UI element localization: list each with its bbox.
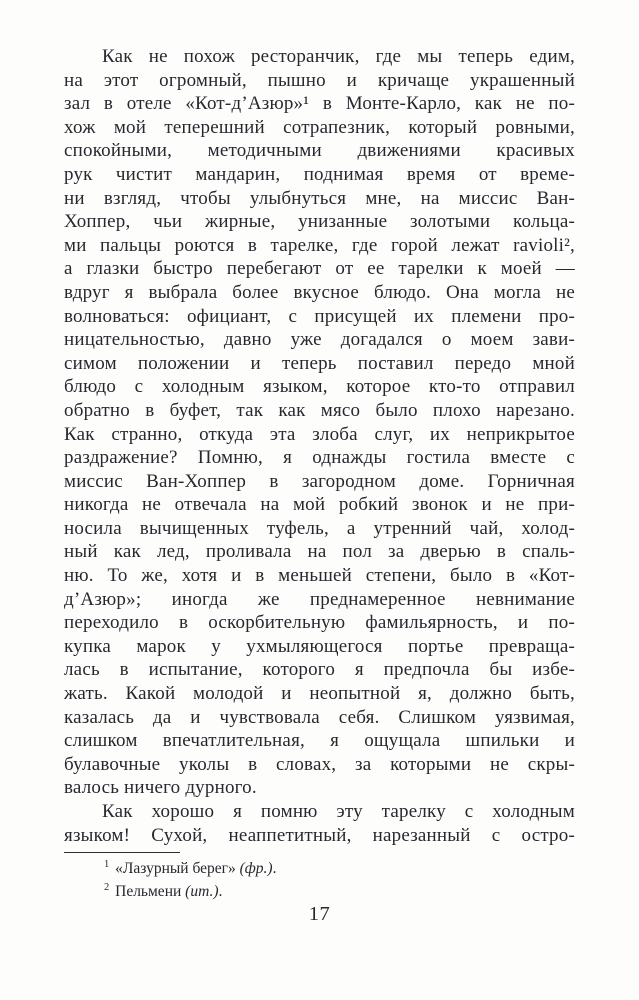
text-line: блюдо с холодным языком, которое кто-то отправил: [64, 376, 575, 398]
text-line: ницательностью, давно уже догадался о моем зави-: [64, 329, 575, 351]
footnote-terminator: .: [272, 860, 277, 878]
text-line: никогда не отвечала на мой робкий звонок и не при-: [64, 494, 575, 516]
text-line: раздражение? Помню, я однажды гостила вместе с: [64, 447, 575, 469]
page-body: [64, 45, 575, 903]
text-line: Как не похож ресторанчик, где мы теперь едим,: [102, 46, 575, 67]
text-line: вдруг я выбрала более вкусное блюдо. Она могла не: [64, 281, 575, 303]
paragraph: [64, 45, 575, 800]
text-line: ми пальцы роются в тарелке, где горой лежат ravioli²,: [64, 234, 575, 256]
text-line: д’Азюр»; иногда же преднамеренное невнимание: [64, 588, 575, 610]
body-text: [64, 45, 575, 847]
text-line: ню. То же, хотя и в меньшей степени, было в «Кот-: [64, 565, 575, 587]
text-line: казалась да и чувствовала себя. Слишком уязвимая,: [64, 706, 575, 728]
page-number: 17: [308, 903, 331, 925]
footnote-marker: 2: [104, 882, 110, 894]
text-line: на этот огромный, пышно и кричаще украшенный: [64, 69, 575, 91]
text-line: носила вычищенных туфель, а утренний чай, холод-: [64, 517, 575, 539]
text-line: а глазки быстро перебегают от ее тарелки к моей —: [64, 258, 575, 280]
text-line: купка марок у ухмыляющегося портье превраща-: [64, 635, 575, 657]
footnote-origin-note: (ит.): [185, 883, 219, 901]
footnote-separator: [64, 852, 180, 853]
text-line: слишком впечатлительная, я ощущала шпильки и: [64, 730, 575, 752]
footnote: [64, 880, 575, 903]
text-line: Хоппер, чьи жирные, унизанные золотыми кольца-: [64, 211, 575, 233]
text-line: лась в испытание, которого я предпочла бы избе-: [64, 659, 575, 681]
text-line: жать. Какой молодой и неопытной я, должно быть,: [64, 683, 575, 705]
text-line: Как хорошо я помню эту тарелку с холодным: [102, 801, 575, 822]
text-line: хож мой теперешний сотрапезник, который ровными,: [64, 116, 575, 138]
footnote-text: Пельмени: [111, 883, 186, 901]
text-line: языком! Сухой, неаппетитный, нарезанный с остро-: [64, 824, 575, 846]
text-line: симом положении и теперь поставил передо мной: [64, 352, 575, 374]
text-line: переходило в оскорбительную фамильярность, и по-: [64, 612, 575, 634]
text-line: булавочные уколы в словах, за которыми не скры-: [64, 753, 575, 775]
footnote-marker: 1: [104, 859, 110, 871]
text-line: волноваться: официант, с присущей их племени про-: [64, 305, 575, 327]
text-line: ный как лед, проливала на пол за дверью в спаль-: [64, 541, 575, 563]
text-line: рук чистит мандарин, поднимая время от време-: [64, 163, 575, 185]
footnote-list: [64, 857, 575, 903]
footnote-terminator: .: [218, 883, 223, 901]
footnote: [64, 857, 575, 880]
footnote-text: «Лазурный берег»: [111, 860, 240, 878]
text-line: обратно в буфет, так как мясо было плохо нарезано.: [64, 399, 575, 421]
text-line: Как странно, откуда эта злоба слуг, их неприкрытое: [64, 423, 575, 445]
text-line: миссис Ван-Хоппер в загородном доме. Горничная: [64, 470, 575, 492]
text-line: спокойными, методичными движениями красивых: [64, 140, 575, 162]
text-line: ни взгляд, чтобы улыбнуться мне, на миссис Ван-: [64, 187, 575, 209]
text-line: валось ничего дурного.: [64, 777, 257, 799]
paragraph: [64, 800, 575, 847]
text-line: зал в отеле «Кот-д’Азюр»¹ в Монте-Карло, как не по-: [64, 93, 575, 115]
footnote-origin-note: (фр.): [239, 860, 273, 878]
